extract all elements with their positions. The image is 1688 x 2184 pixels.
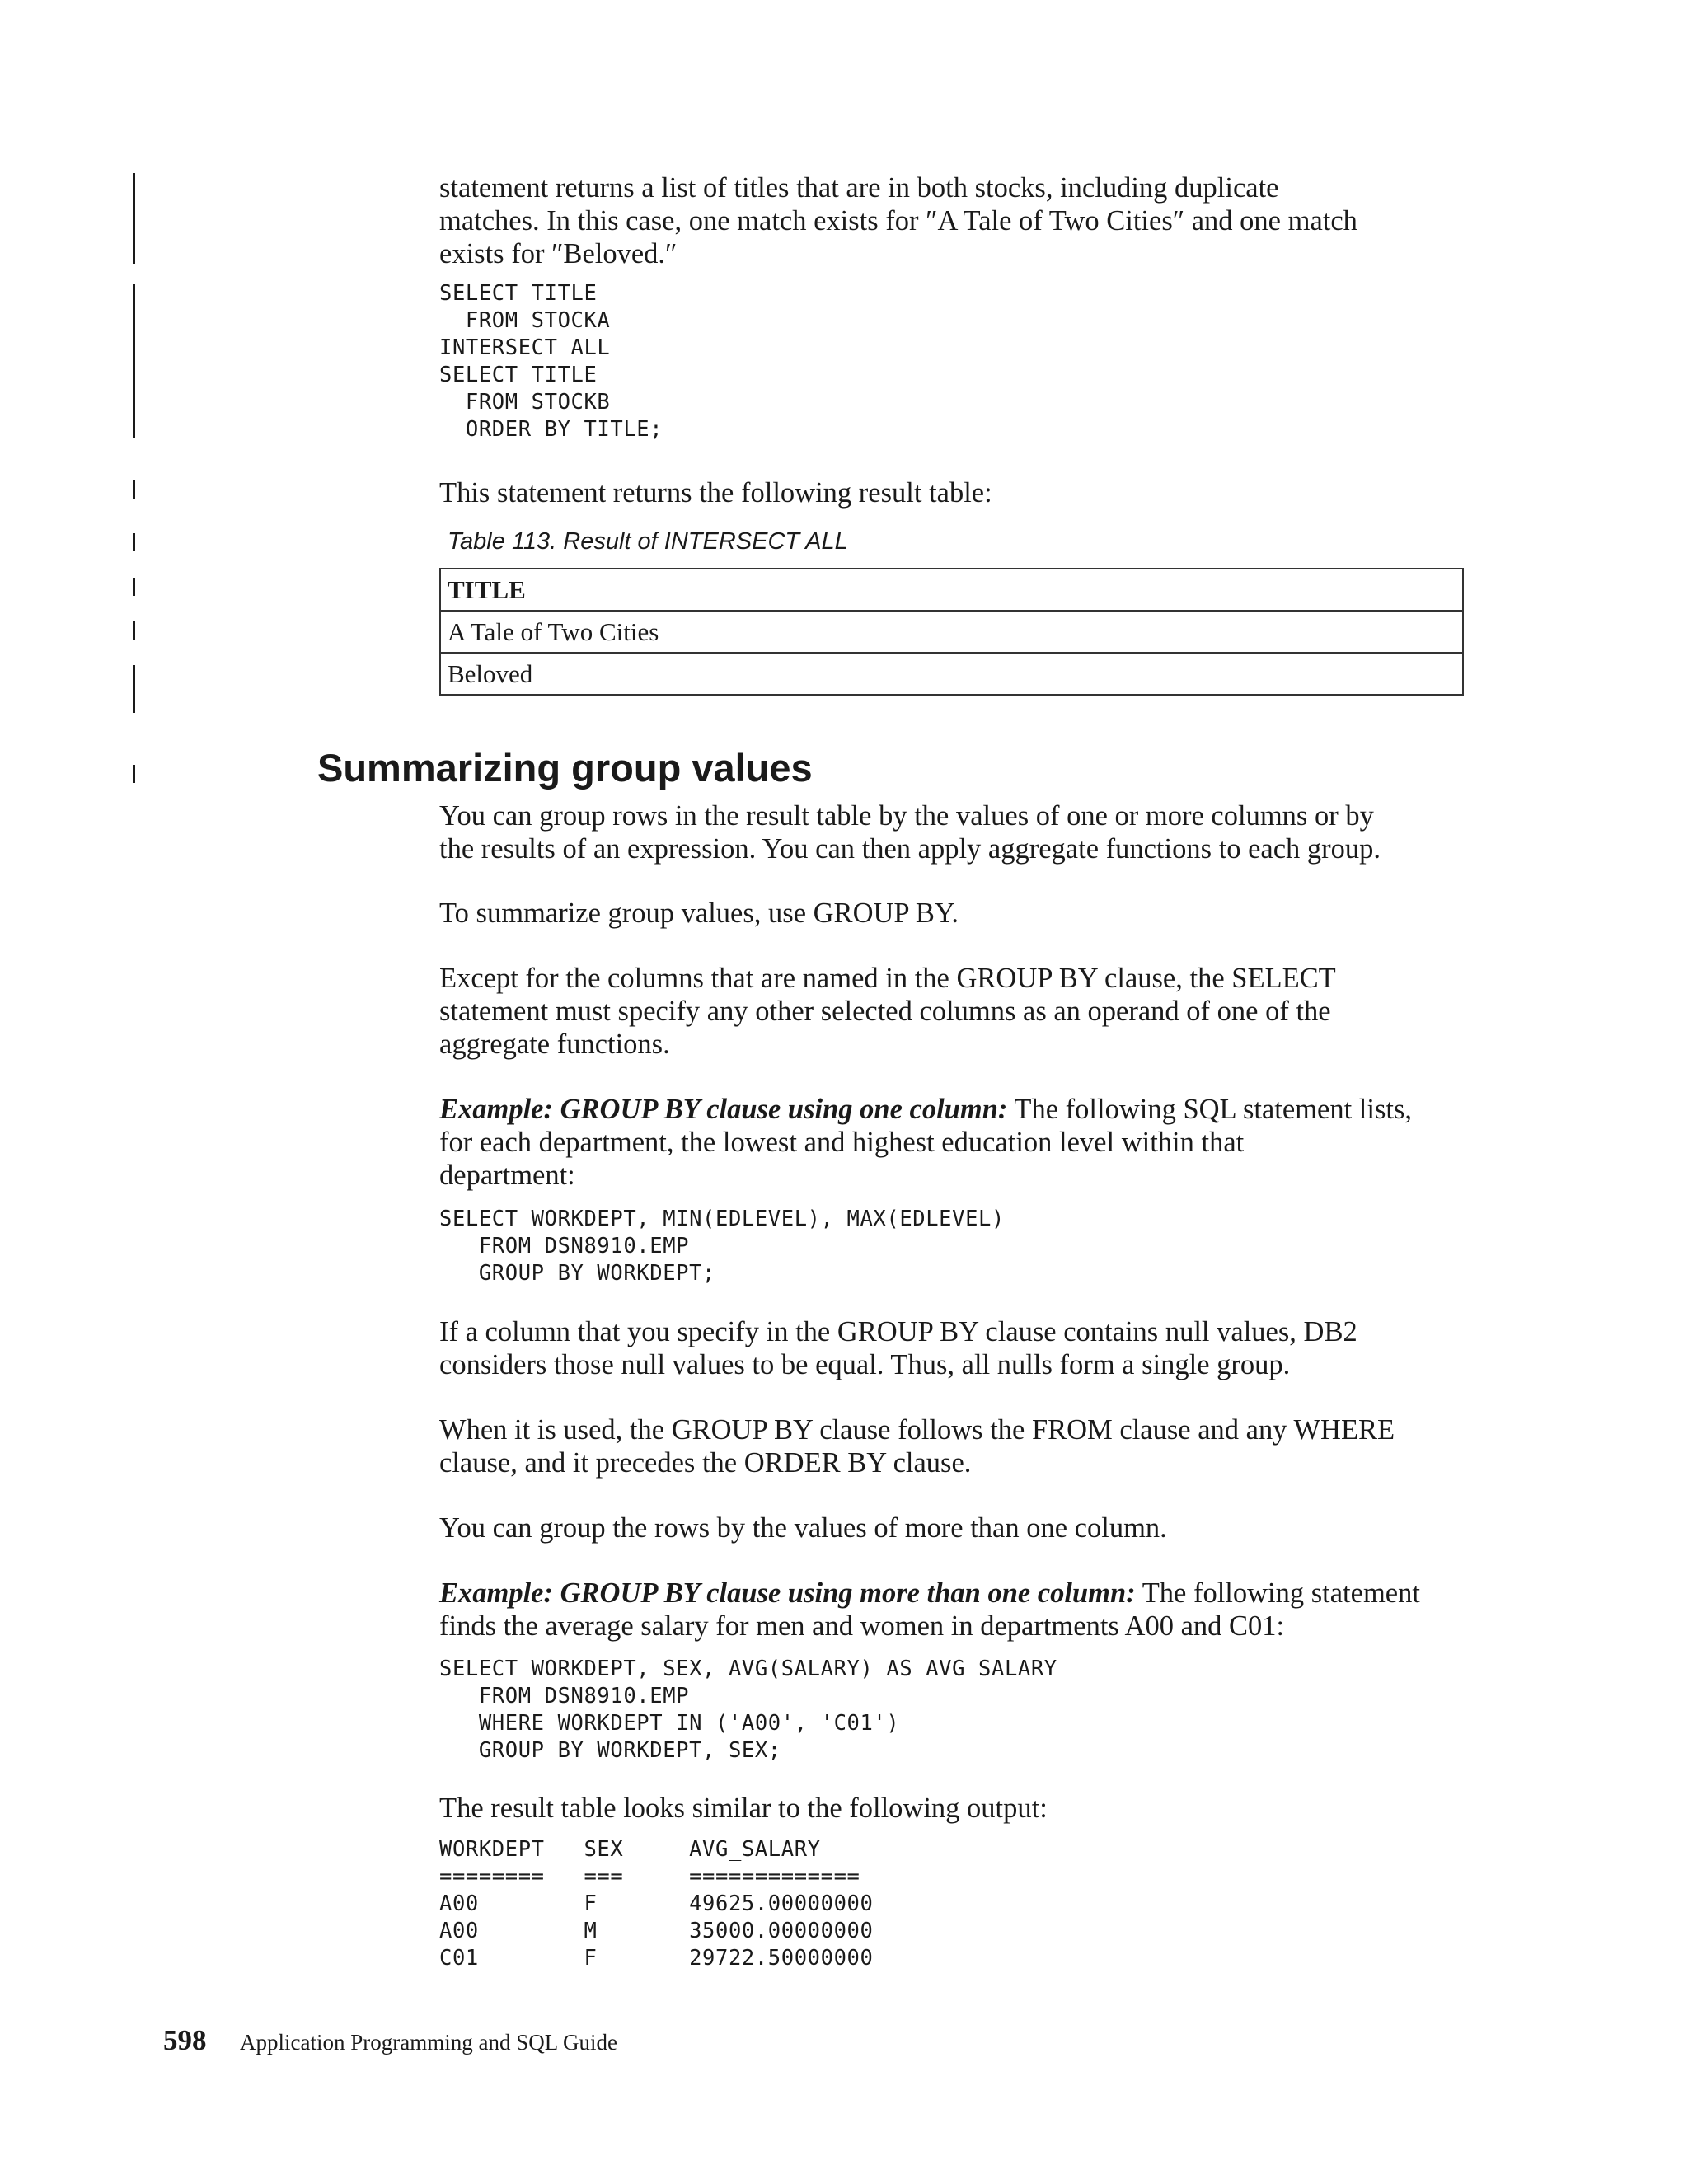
change-bar: [133, 665, 135, 713]
section-paragraph-5: When it is used, the GROUP BY clause follows the FROM clause and any WHERE clause, and it precedes the ORDER BY clause.: [439, 1414, 1395, 1479]
change-bar: [133, 765, 135, 783]
table-caption: Table 113. Result of INTERSECT ALL: [448, 528, 848, 555]
code-example-1: SELECT WORKDEPT, MIN(EDLEVEL), MAX(EDLEVEL) FROM DSN8910.EMP GROUP BY WORKDEPT;: [439, 1207, 1005, 1286]
change-bar: [133, 173, 135, 264]
section-paragraph-2: To summarize group values, use GROUP BY.: [439, 898, 959, 929]
intro-paragraph: statement returns a list of titles that are in both stocks, including duplicate matches. In this case, one match exists for ″A Tale of Two Cities″ and one match exists for ″Beloved.″: [439, 172, 1357, 269]
change-bar: [133, 284, 135, 438]
example-1-paragraph: [439, 1093, 1478, 1192]
code-intersect: SELECT TITLE FROM STOCKA INTERSECT ALL SELECT TITLE FROM STOCKB ORDER BY TITLE;: [439, 281, 663, 442]
change-bar: [133, 621, 135, 640]
result-table: [439, 568, 1464, 696]
example-2-paragraph: [439, 1577, 1478, 1643]
change-bar: [133, 533, 135, 551]
section-paragraph-1: You can group rows in the result table by the values of one or more columns or by the results of an expression. You can then apply aggregate functions to each group.: [439, 800, 1381, 865]
result-intro: This statement returns the following result table:: [439, 477, 992, 509]
page-number: 598: [163, 2024, 207, 2056]
table-header-row: [440, 569, 1463, 611]
book-title: Application Programming and SQL Guide: [240, 2030, 617, 2055]
code-example-2: SELECT WORKDEPT, SEX, AVG(SALARY) AS AVG_SALARY FROM DSN8910.EMP WHERE WORKDEPT IN ('A00', 'C01') GROUP BY WORKDEPT, SEX;: [439, 1657, 1057, 1763]
example-2-text: The following statement finds the average salary for men and women in departments A00 and C01:: [439, 1577, 1420, 1642]
example-1-lead: Example: GROUP BY clause using one column:: [439, 1094, 1008, 1125]
table-cell: Beloved: [440, 653, 1463, 695]
example-1-text: The following SQL statement lists, for each department, the lowest and highest education level within that department:: [439, 1094, 1413, 1191]
table-row: [440, 653, 1463, 695]
table-row: [440, 611, 1463, 653]
code-output: WORKDEPT SEX AVG_SALARY ======== === ============= A00 F 49625.00000000 A00 M 35000.00000000 C01 F 29722.50000000: [439, 1837, 874, 1971]
change-bar: [133, 578, 135, 596]
example-2-lead: Example: GROUP BY clause using more than one column:: [439, 1577, 1136, 1609]
table-cell: A Tale of Two Cities: [440, 611, 1463, 653]
change-bar: [133, 480, 135, 499]
section-paragraph-4: If a column that you specify in the GROUP BY clause contains null values, DB2 considers those null values to be equal. Thus, all nulls form a single group.: [439, 1316, 1357, 1380]
section-heading: Summarizing group values: [317, 746, 813, 790]
section-paragraph-6: You can group the rows by the values of more than one column.: [439, 1512, 1167, 1544]
section-paragraph-3: Except for the columns that are named in the GROUP BY clause, the SELECT statement must specify any other selected columns as an operand of one of the aggregate functions.: [439, 963, 1336, 1060]
section-paragraph-7: The result table looks similar to the following output:: [439, 1793, 1048, 1824]
table-header-title: TITLE: [440, 569, 1463, 611]
